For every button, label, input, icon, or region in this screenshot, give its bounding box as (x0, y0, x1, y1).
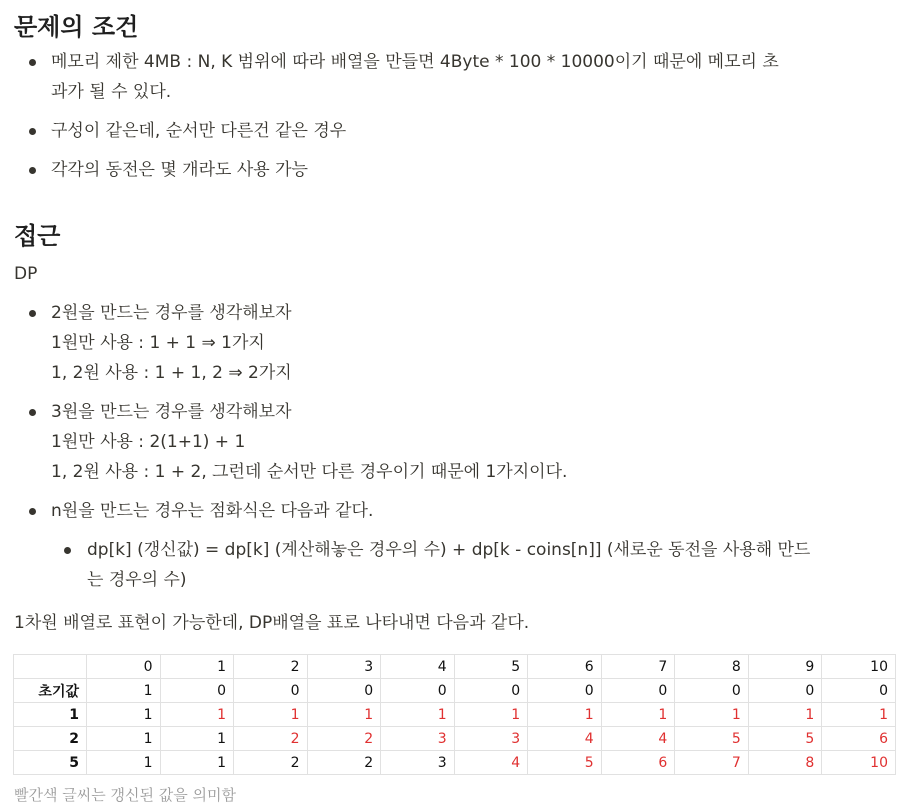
table-header-cell: 7 (601, 655, 675, 679)
table-cell: 0 (528, 679, 602, 703)
table-cell: 0 (381, 679, 455, 703)
table-cell: 1 (748, 703, 822, 727)
approach-list (0, 298, 915, 604)
table-intro: 1차원 배열로 표현이 가능한데, DP배열을 표로 나타내면 다음과 같다. (14, 613, 530, 633)
table-cell: 1 (454, 703, 528, 727)
table-cell: 0 (454, 679, 528, 703)
dp-table (13, 654, 896, 775)
table-cell: 1 (160, 727, 234, 751)
table-row-label: 2 (14, 727, 87, 751)
section-title-conditions: 문제의 조건 (14, 13, 139, 41)
table-cell: 8 (748, 751, 822, 775)
table-header-cell: 5 (454, 655, 528, 679)
table-cell: 1 (307, 703, 381, 727)
table-cell: 5 (675, 727, 749, 751)
table-cell: 6 (601, 751, 675, 775)
table-cell: 5 (528, 751, 602, 775)
table-header-cell: 1 (160, 655, 234, 679)
approach-label: DP (14, 264, 38, 284)
table-header-cell: 4 (381, 655, 455, 679)
table-cell: 1 (160, 703, 234, 727)
table-cell: 1 (87, 703, 161, 727)
table-caption: 빨간색 글씨는 갱신된 값을 의미함 (14, 786, 236, 804)
table-row (14, 751, 896, 775)
table-cell: 1 (87, 679, 161, 703)
table-cell: 0 (307, 679, 381, 703)
table-cell: 5 (748, 727, 822, 751)
table-header-cell: 8 (675, 655, 749, 679)
table-cell: 2 (307, 727, 381, 751)
table-row (14, 703, 896, 727)
table-cell: 3 (454, 727, 528, 751)
table-row-label: 초기값 (14, 679, 87, 703)
table-cell: 1 (601, 703, 675, 727)
table-header-cell: 9 (748, 655, 822, 679)
list-item: 메모리 제한 4MB : N, K 범위에 따라 배열을 만들면 4Byte * 100 * 10000이기 때문에 메모리 초 과가 될 수 있다. (0, 47, 915, 107)
table-cell: 0 (160, 679, 234, 703)
table-cell: 1 (822, 703, 896, 727)
list-item: n원을 만드는 경우는 점화식은 다음과 같다. (0, 496, 915, 526)
table-cell: 0 (675, 679, 749, 703)
table-cell: 1 (234, 703, 308, 727)
table-row-label: 1 (14, 703, 87, 727)
table-cell: 3 (381, 727, 455, 751)
conditions-list (0, 47, 915, 194)
list-item: 구성이 같은데, 순서만 다른건 같은 경우 (0, 116, 915, 146)
table-header-cell: 2 (234, 655, 308, 679)
table-cell: 6 (822, 727, 896, 751)
table-cell: 1 (381, 703, 455, 727)
table-cell: 1 (87, 751, 161, 775)
table-cell: 1 (160, 751, 234, 775)
list-item-nested: dp[k] (갱신값) = dp[k] (계산해놓은 경우의 수) + dp[k - coins[n]] (새로운 동전을 사용해 만드 는 경우의 수) (0, 535, 915, 595)
table-row-label: 5 (14, 751, 87, 775)
table-cell: 0 (748, 679, 822, 703)
table-cell: 3 (381, 751, 455, 775)
table-cell: 4 (528, 727, 602, 751)
table-header-row (14, 655, 896, 679)
table-header-cell (14, 655, 87, 679)
table-header-cell: 3 (307, 655, 381, 679)
table-row (14, 679, 896, 703)
table-cell: 10 (822, 751, 896, 775)
list-item: 각각의 동전은 몇 개라도 사용 가능 (0, 155, 915, 185)
table-cell: 4 (601, 727, 675, 751)
table-header-cell: 10 (822, 655, 896, 679)
table-cell: 0 (601, 679, 675, 703)
table-cell: 1 (87, 727, 161, 751)
table-header-cell: 0 (87, 655, 161, 679)
list-item: 3원을 만드는 경우를 생각해보자 1원만 사용 : 2(1+1) + 1 1, 2원 사용 : 1 + 2, 그런데 순서만 다른 경우이기 때문에 1가지이다. (0, 397, 915, 487)
section-title-approach: 접근 (14, 222, 61, 250)
table-cell: 2 (234, 727, 308, 751)
table-row (14, 727, 896, 751)
table-cell: 0 (234, 679, 308, 703)
table-header-cell: 6 (528, 655, 602, 679)
table-cell: 2 (234, 751, 308, 775)
table-cell: 2 (307, 751, 381, 775)
table-cell: 1 (528, 703, 602, 727)
table-cell: 4 (454, 751, 528, 775)
list-item: 2원을 만드는 경우를 생각해보자 1원만 사용 : 1 + 1 ⇒ 1가지 1, 2원 사용 : 1 + 1, 2 ⇒ 2가지 (0, 298, 915, 388)
table-cell: 7 (675, 751, 749, 775)
table-cell: 0 (822, 679, 896, 703)
table-cell: 1 (675, 703, 749, 727)
